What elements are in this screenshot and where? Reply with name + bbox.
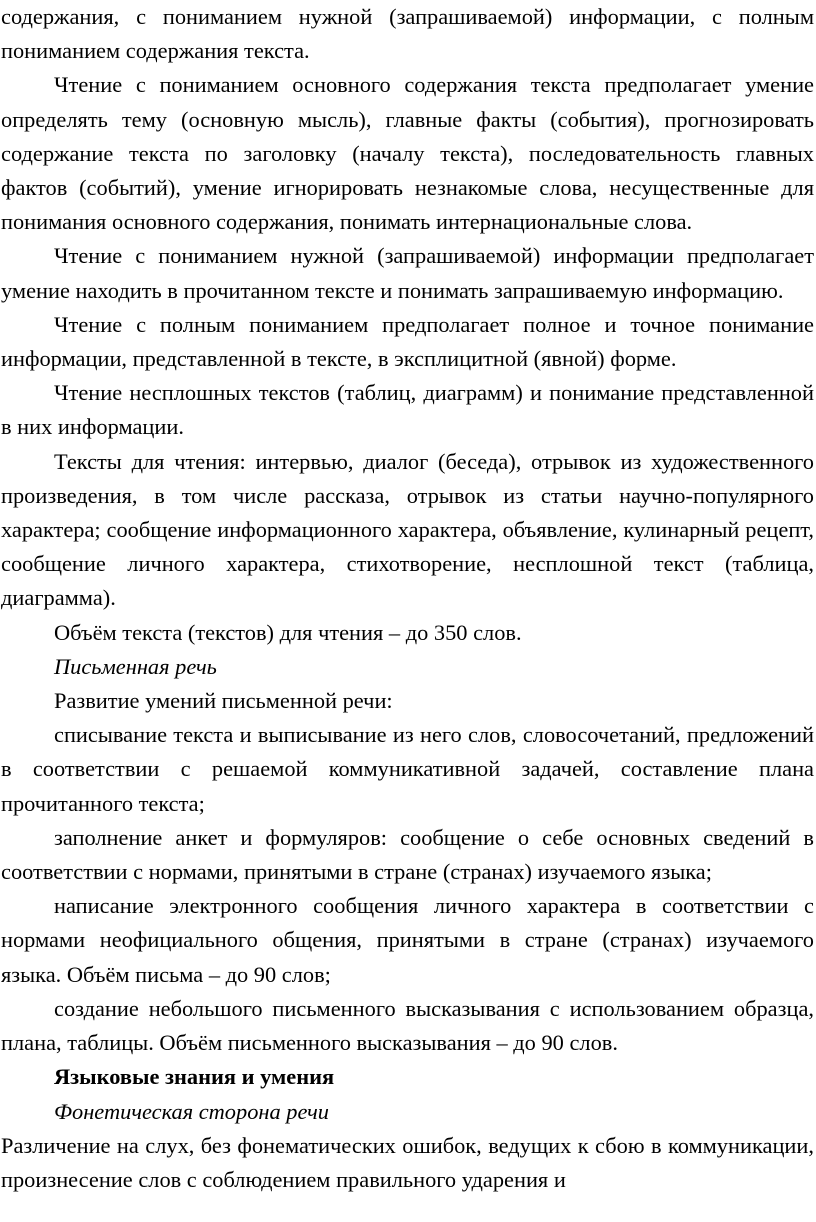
paragraph-main-content-reading: Чтение с пониманием основного содержания текста предполагает умение определять тему (основную мысль), главные факты (события), прогнозировать содержание текста по заголовку (началу текста), последовательность главных фактов (событий), умение игнорировать незнакомые слова, несущественные для понимания основного содержания, понимать интернациональные слова. [1,72,814,235]
paragraph-reading-volume: Объём текста (текстов) для чтения – до 350 слов. [54,619,522,645]
paragraph-full-understanding-reading: Чтение с полным пониманием предполагает полное и точное понимание информации, представленной в тексте, в эксплицитной (явной) форме. [1,311,814,372]
paragraph-texts-for-reading: Тексты для чтения: интервью, диалог (беседа), отрывок из художественного произведения, в том числе рассказа, отрывок из статьи научно-популярного характера; сообщение информационного характера, объявление, кулинарный рецепт, сообщение личного характера, стихотворение, несплошной текст (таблица, диаграмма). [1,448,814,611]
paragraph-email-writing: написание электронного сообщения личного характера в соответствии с нормами неофициального общения, принятыми в стране (странах) изучаемого языка. Объём письма – до 90 слов; [1,893,814,987]
paragraph-noncontinuous-texts: Чтение несплошных текстов (таблиц, диаграмм) и понимание представленной в них информации. [1,380,814,440]
paragraph-short-statement: создание небольшого письменного высказывания с использованием образца, плана, таблицы. Объём письменного высказывания – до 90 слов. [1,995,814,1056]
paragraph-filling-forms: заполнение анкет и формуляров: сообщение о себе основных сведений в соответствии с нормами, принятыми в стране (странах) изучаемого языка; [1,824,814,885]
section-heading-written-speech: Письменная речь [54,653,217,679]
paragraph-continuation: содержания, с пониманием нужной (запрашиваемой) информации, с полным пониманием содержания текста. [1,4,814,64]
paragraph-copying-text: списывание текста и выписывание из него слов, словосочетаний, предложений в соответствии с решаемой коммуникативной задачей, составление плана прочитанного текста; [1,722,814,816]
paragraph-requested-info-reading: Чтение с пониманием нужной (запрашиваемой) информации предполагает умение находить в прочитанном тексте и понимать запрашиваемую информацию. [1,243,814,303]
paragraph-writing-skills-intro: Развитие умений письменной речи: [54,688,393,714]
section-heading-phonetics: Фонетическая сторона речи [54,1098,330,1124]
paragraph-phonetics-discrimination: Различение на слух, без фонематических ошибок, ведущих к сбою в коммуникации, произнесение слов с соблюдением правильного ударения и [1,1132,814,1192]
section-heading-language-knowledge: Языковые знания и умения [54,1064,335,1090]
